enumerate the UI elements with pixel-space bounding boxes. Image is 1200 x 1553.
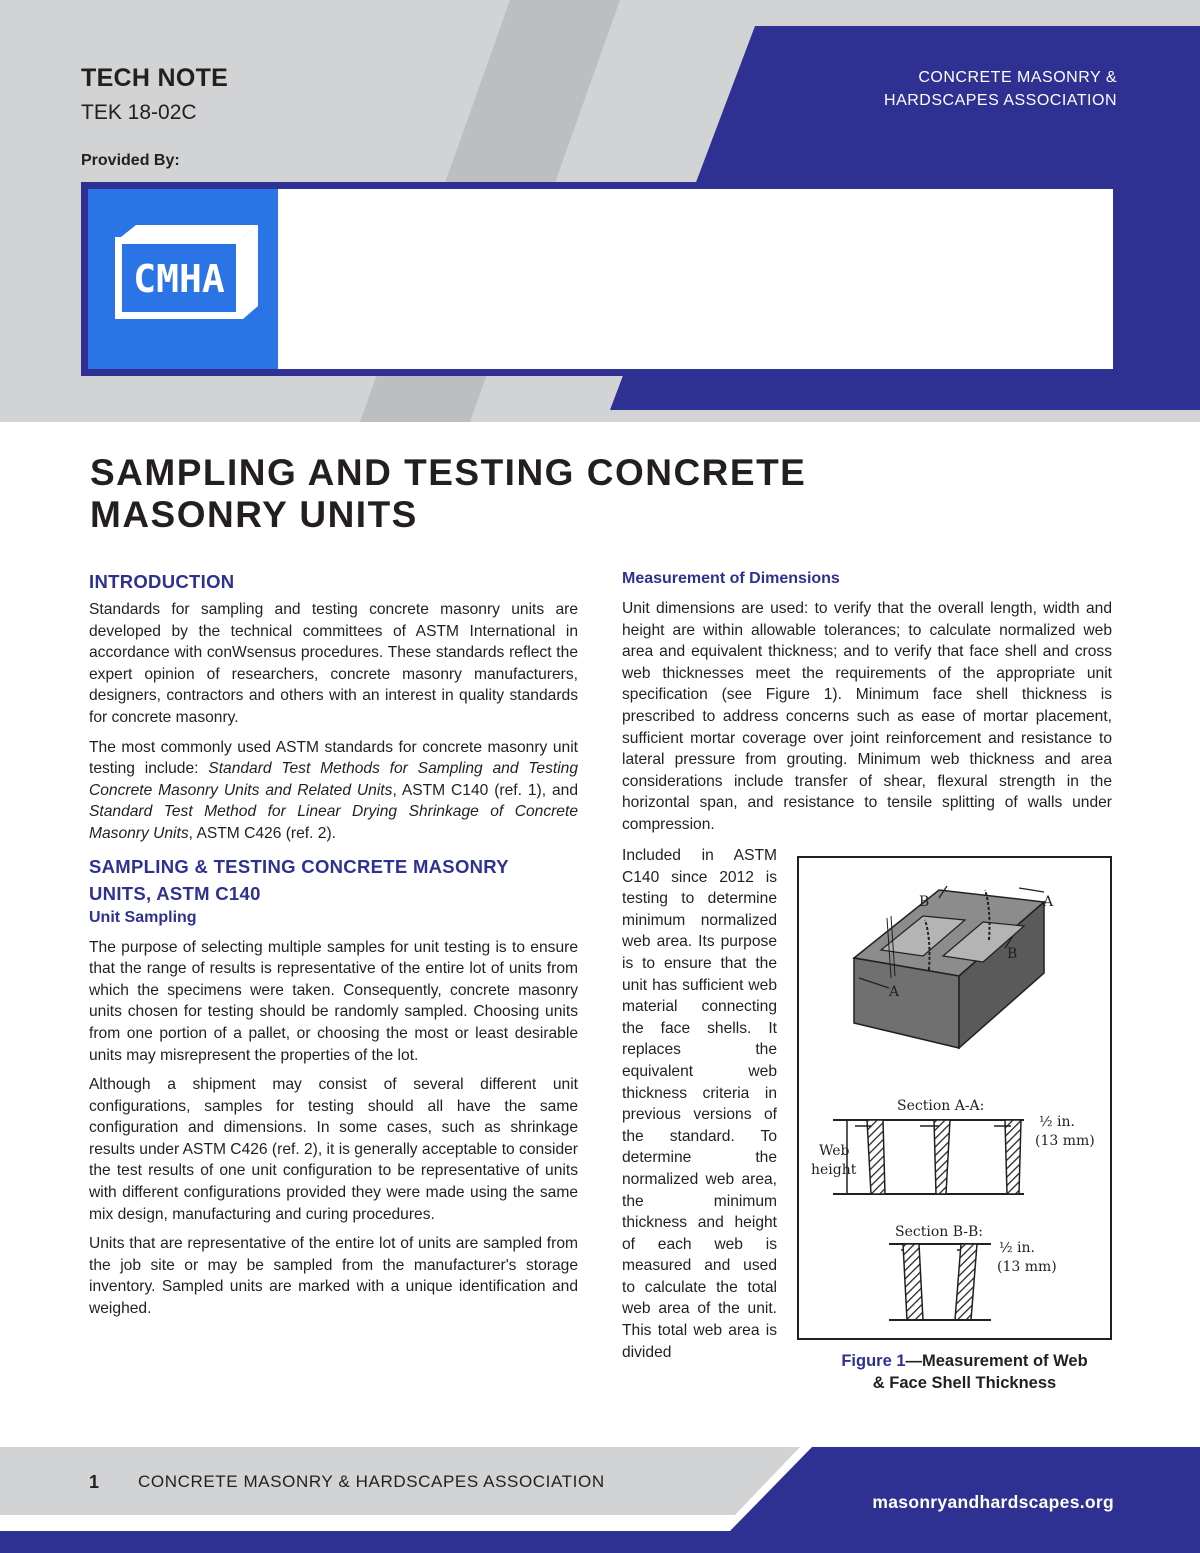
tek-number: TEK 18-02C xyxy=(81,101,197,124)
section-marker-b-bottom: B xyxy=(1007,946,1018,962)
figure-1-illustration xyxy=(799,858,1110,1338)
section-bb-shell-2 xyxy=(955,1244,977,1320)
cmu-block-drawing xyxy=(854,886,1044,1048)
section-marker-b-top: B xyxy=(919,894,930,910)
intro-paragraph-1: Standards for sampling and testing concrete masonry units are developed by the technical committees of ASTM International in accordance with conWsensus procedures. These standards reflect the expert opinion of researchers, concrete masonry manufacturers, designers, contractors and others with an interest in quality standards for concrete masonry. xyxy=(89,601,578,726)
section-aa-dimension-mm: (13 mm) xyxy=(1035,1133,1095,1149)
sampling-testing-heading-line2: UNITS, ASTM C140 xyxy=(89,882,261,904)
figure-1-frame xyxy=(797,856,1112,1340)
figure-caption-line2: & Face Shell Thickness xyxy=(872,1374,1057,1392)
section-bb-label: Section B-B: xyxy=(895,1224,983,1240)
web-height-label-line1: Web xyxy=(819,1143,850,1159)
cmha-logo xyxy=(88,189,278,369)
left-column xyxy=(89,568,578,1328)
document-title-line2: MASONRY UNITS xyxy=(90,494,418,535)
c426-standard-title: Standard Test Method for Linear Drying Shrinkage of Concrete Masonry Units xyxy=(89,803,578,842)
web-height-label-line2: height xyxy=(811,1162,857,1178)
association-name-footer: CONCRETE MASONRY & HARDSCAPES ASSOCIATION xyxy=(138,1472,605,1491)
unit-sampling-heading: Unit Sampling xyxy=(89,908,197,926)
section-aa-web-3 xyxy=(1005,1120,1021,1194)
right-column xyxy=(622,568,1112,844)
intro-p2-text-e: , ASTM C426 (ref. 2). xyxy=(188,824,336,842)
figure-label: Figure 1 xyxy=(841,1352,906,1370)
unit-sampling-paragraph-2: Although a shipment may consist of several different unit configurations, samples for testing should all have the same configuration and dimensions. In some cases, such as shrinkage results under ASTM C426 (ref. 2), it is generally acceptable to consider the test results of one unit configuration to be representative of units with different configurations provided they were made using the same mix design, manufacturing and curing procedures. xyxy=(89,1076,578,1223)
sampling-testing-heading xyxy=(89,853,578,907)
section-marker-a-top: A xyxy=(1043,894,1054,910)
logo-text: CMHA xyxy=(133,257,225,301)
section-aa-web-1 xyxy=(867,1120,885,1194)
section-marker-a-bottom: A xyxy=(889,984,900,1000)
sampling-testing-heading-line1: SAMPLING & TESTING CONCRETE MASONRY xyxy=(89,855,509,877)
unit-sampling-paragraph-1: The purpose of selecting multiple samples for unit testing is to ensure that the range of results is representative of the entire lot of units from which the specimens were taken. Consequently, concrete masonry units chosen for testing should be randomly sampled. Choosing units from one portion of a pallet, or choosing the most or least desirable units may misrepresent the properties of the lot. xyxy=(89,938,578,1064)
provided-by-label: Provided By: xyxy=(81,152,180,169)
association-name-line1: CONCRETE MASONRY & xyxy=(918,69,1117,86)
intro-p2-text-c: , ASTM C140 (ref. 1), and xyxy=(392,781,578,799)
document-title-line1: SAMPLING AND TESTING CONCRETE xyxy=(90,452,807,493)
figure-caption-text: —Measurement of Web xyxy=(905,1352,1088,1370)
figure-caption-line1 xyxy=(797,1350,1132,1372)
doc-type-label: TECH NOTE xyxy=(81,64,229,92)
intro-p2-text-a: The most commonly used ASTM standards for concrete masonry unit testing include: xyxy=(89,738,578,778)
measurement-paragraph-1: Unit dimensions are used: to verify that the overall length, width and height are within allowable tolerances; to calculate normalized web area and equivalent thickness; and to verify that face shell and cross web thicknesses meet the requirements of the appropriate unit specification (see Figure 1). Minimum face shell thickness is prescribed to address concerns such as ease of mortar placement, sufficient mortar coverage over joint reinforcement and resistance to lateral pressure from grouting. Minimum web thickness and area considerations include transfer of shear, flexural strength in the horizontal span, and resistance to tensile splitting of walls under compression. xyxy=(622,600,1112,833)
figure-1-caption xyxy=(797,1350,1132,1394)
page-number: 1 xyxy=(89,1472,100,1492)
section-aa-label: Section A-A: xyxy=(897,1098,985,1114)
measurement-dimensions-heading: Measurement of Dimensions xyxy=(622,570,840,587)
c140-standard-title: Standard Test Methods for Sampling and Testing Concrete Masonry Units and Related Units xyxy=(89,760,579,799)
section-aa-dimension-in: ½ in. xyxy=(1039,1114,1075,1130)
association-name-header xyxy=(817,66,1117,112)
website-link[interactable]: masonryandhardscapes.org xyxy=(872,1492,1114,1512)
measurement-paragraph-2: Included in ASTM C140 since 2012 is testing to determine minimum normalized web area. Its purpose is to ensure that the unit has sufficient web material connecting the face shells. It replaces the equivalent web thickness criteria in previous versions of the standard. To determine the normalized web area, the minimum thickness and height of each web is measured and used to calculate the total web area of the unit. This total web area is divided xyxy=(622,847,777,1361)
document-title xyxy=(90,452,990,536)
section-bb-dimension-in: ½ in. xyxy=(999,1240,1035,1256)
intro-paragraph-2 xyxy=(89,737,578,845)
unit-sampling-paragraph-3: Units that are representative of the entire lot of units are sampled from the job site or may be sampled from the manufacturer's storage inventory. Sampled units are marked with a unique identification and weighed. xyxy=(89,1235,578,1318)
section-bb-dimension-mm: (13 mm) xyxy=(997,1259,1057,1275)
provider-logo-frame xyxy=(81,182,1120,376)
section-aa-web-2 xyxy=(934,1120,950,1194)
introduction-heading: INTRODUCTION xyxy=(89,571,235,592)
cmha-block-icon xyxy=(88,189,278,369)
association-name-line2: HARDSCAPES ASSOCIATION xyxy=(884,92,1117,109)
section-bb-shell-1 xyxy=(903,1244,923,1320)
